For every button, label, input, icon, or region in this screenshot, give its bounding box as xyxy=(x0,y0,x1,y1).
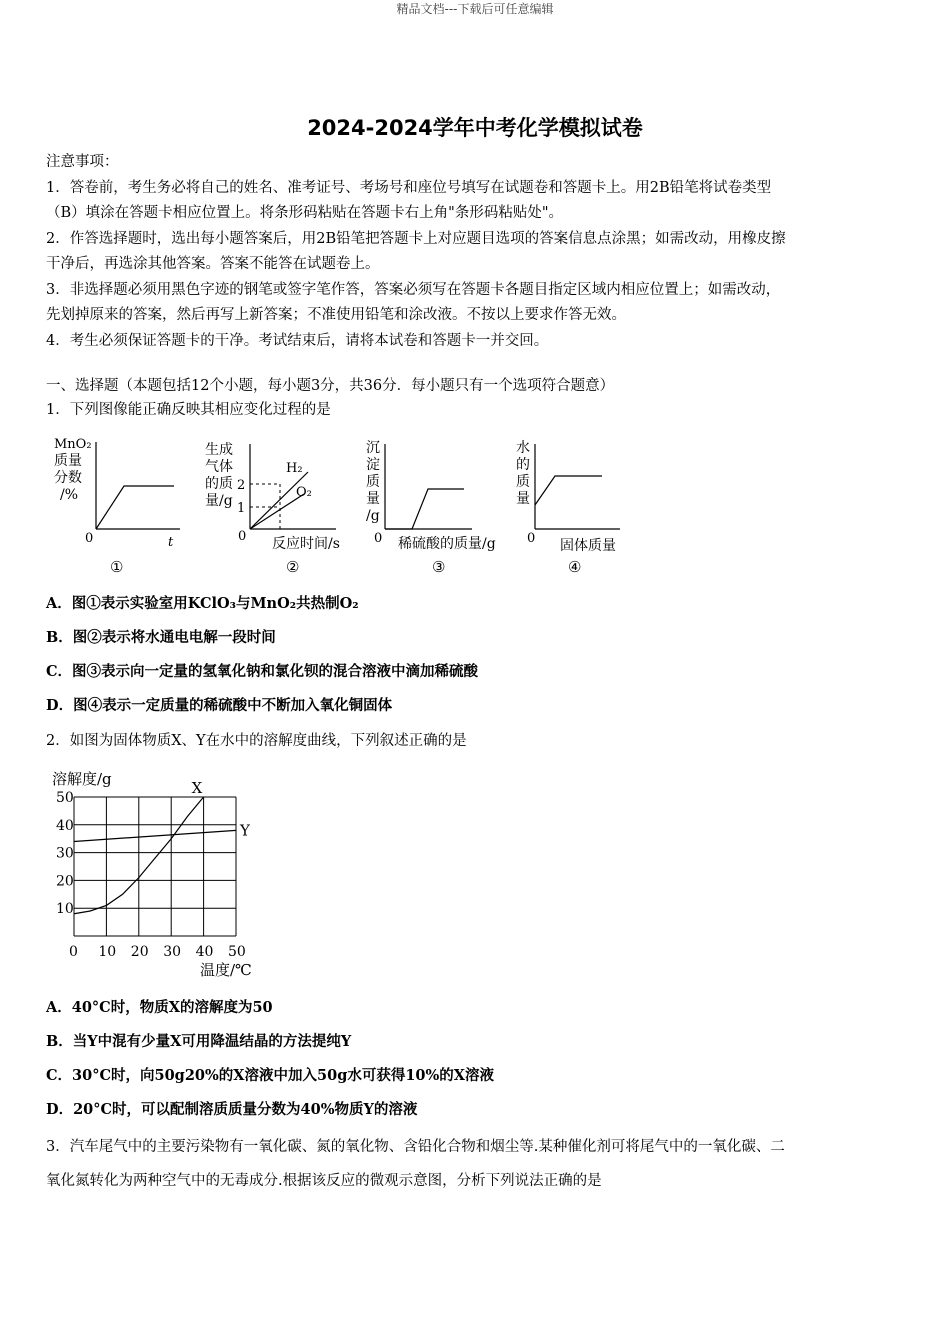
y-tick-label: 50 xyxy=(56,790,74,806)
solubility-chart xyxy=(40,764,280,984)
y-tick-label: 10 xyxy=(56,901,74,918)
notes-item: 3．非选择题必须用黑色字迹的钢笔或签字笔作答，答案必须写在答题卡各题目指定区域内相应位置上；如需改动， xyxy=(46,281,781,298)
q2-option-b: B．当Y中混有少量X可用降温结晶的方法提纯Y xyxy=(46,1033,352,1050)
x-tick-label: 20 xyxy=(130,944,149,960)
question-3-line: 3．汽车尾气中的主要污染物有一氧化碳、氮的氧化物、含铅化合物和烟尘等.某种催化剂可将尾气中的一氧化碳、二 xyxy=(46,1139,785,1155)
chart-xlabel: 温度/℃ xyxy=(200,961,252,979)
fig3-xlabel: 稀硫酸的质量/g xyxy=(398,536,496,552)
fig4-ylabel-line: 量 xyxy=(516,491,530,507)
y-tick-label: 30 xyxy=(56,845,74,862)
fig4-ylabel-line: 水 xyxy=(516,440,530,456)
question-1-stem: 1．下列图像能正确反映其相应变化过程的是 xyxy=(46,402,331,418)
y-tick-label: 40 xyxy=(56,817,74,834)
fig3-ylabel-line: /g xyxy=(366,508,380,524)
fig2-origin: 0 xyxy=(238,529,247,544)
fig4-ylabel-line: 的 xyxy=(516,457,530,473)
figure-2 xyxy=(205,441,340,576)
fig2-label-h2: H₂ xyxy=(286,461,303,476)
fig2-tick: 1 xyxy=(237,501,246,516)
figure-4 xyxy=(516,439,620,576)
fig2-label-o2: O₂ xyxy=(296,485,312,500)
figure-3 xyxy=(366,440,496,576)
question-2-stem: 2．如图为固体物质X、Y在水中的溶解度曲线，下列叙述正确的是 xyxy=(46,733,467,749)
fig2-ylabel-line: 量/g xyxy=(205,493,233,509)
fig3-ylabel-line: 沉 xyxy=(366,440,380,456)
notes-item: 2．作答选择题时，选出每小题答案后，用2B铅笔把答题卡上对应题目选项的答案信息点涂黑；如需改动，用橡皮擦 xyxy=(46,230,786,247)
fig3-ylabel-line: 量 xyxy=(366,491,380,507)
fig2-ylabel-line: 气体 xyxy=(205,459,233,475)
notes-item: （B）填涂在答题卡相应位置上。将条形码粘贴在答题卡右上角"条形码粘贴处"。 xyxy=(46,205,563,221)
notes-section xyxy=(46,150,906,354)
x-tick-label: 30 xyxy=(163,944,182,960)
q2-option-c: C．30°C时，向50g20%的X溶液中加入50g水可获得10%的X溶液 xyxy=(46,1067,495,1084)
y-tick-label: 20 xyxy=(56,873,74,890)
fig4-caption: ④ xyxy=(568,558,582,576)
fig2-xlabel: 反应时间/s xyxy=(272,536,340,552)
fig2-caption: ② xyxy=(286,558,300,576)
chart-grid xyxy=(74,797,236,936)
fig2-ylabel-line: 生成 xyxy=(205,442,233,458)
fig1-origin: 0 xyxy=(85,531,94,546)
fig4-origin: 0 xyxy=(527,531,536,546)
notes-heading: 注意事项： xyxy=(46,154,119,170)
series-line-y xyxy=(74,830,236,841)
notes-item: 干净后，再选涂其他答案。答案不能答在试题卷上。 xyxy=(46,256,380,272)
fig1-ylabel-line: 分数 xyxy=(54,470,82,486)
x-tick-label: 40 xyxy=(195,944,214,960)
x-tick-label: 50 xyxy=(228,944,246,960)
figure-1 xyxy=(54,437,180,576)
fig1-xlabel: t xyxy=(168,535,174,550)
fig3-ylabel-line: 质 xyxy=(366,474,380,490)
q2-option-a: A．40°C时，物质X的溶解度为50 xyxy=(46,999,273,1016)
fig1-ylabel-line: 质量 xyxy=(54,453,82,469)
fig4-xlabel: 固体质量 xyxy=(560,538,616,554)
fig1-ylabel-line: MnO₂ xyxy=(54,437,92,452)
q1-option-b: B．图②表示将水通电电解一段时间 xyxy=(46,629,276,646)
question-3-line: 氧化氮转化为两种空气中的无毒成分.根据该反应的微观示意图，分析下列说法正确的是 xyxy=(46,1173,602,1189)
fig3-ylabel-line: 淀 xyxy=(366,457,380,473)
q2-option-d: D．20°C时，可以配制溶质质量分数为40%物质Y的溶液 xyxy=(46,1101,418,1118)
notes-item: 4．考生必须保证答题卡的干净。考试结束后，请将本试卷和答题卡一并交回。 xyxy=(46,332,549,349)
series-label-y: Y xyxy=(240,821,250,840)
q1-figures xyxy=(40,432,660,582)
series-label-x: X xyxy=(191,779,203,797)
fig4-ylabel-line: 质 xyxy=(516,474,530,490)
chart-ylabel: 溶解度/g xyxy=(52,770,112,788)
q1-option-c: C．图③表示向一定量的氢氧化钠和氯化钡的混合溶液中滴加稀硫酸 xyxy=(46,663,479,680)
fig3-origin: 0 xyxy=(374,531,383,546)
fig2-ylabel-line: 的质 xyxy=(205,476,233,492)
header-note: 精品文档---下载后可任意编辑 xyxy=(396,2,554,16)
x-tick-label: 0 xyxy=(69,944,78,960)
fig1-ylabel-line: /% xyxy=(60,487,79,503)
q1-option-d: D．图④表示一定质量的稀硫酸中不断加入氧化铜固体 xyxy=(46,697,393,714)
page-title: 2024-2024学年中考化学模拟试卷 xyxy=(307,116,643,140)
fig2-tick: 2 xyxy=(237,478,246,493)
x-tick-label: 10 xyxy=(98,944,117,960)
notes-item: 1．答卷前，考生务必将自己的姓名、准考证号、考场号和座位号填写在试题卷和答题卡上。用2B铅笔将试卷类型 xyxy=(46,179,772,196)
notes-item: 先划掉原来的答案，然后再写上新答案；不准使用铅笔和涂改液。不按以上要求作答无效。 xyxy=(46,307,626,323)
fig1-caption: ① xyxy=(110,558,124,576)
q1-option-a: A．图①表示实验室用KClO₃与MnO₂共热制O₂ xyxy=(46,595,359,612)
question-3 xyxy=(46,1130,906,1198)
fig3-caption: ③ xyxy=(432,558,446,576)
section-heading: 一、选择题（本题包括12个小题，每小题3分，共36分．每小题只有一个选项符合题意） xyxy=(46,378,615,394)
